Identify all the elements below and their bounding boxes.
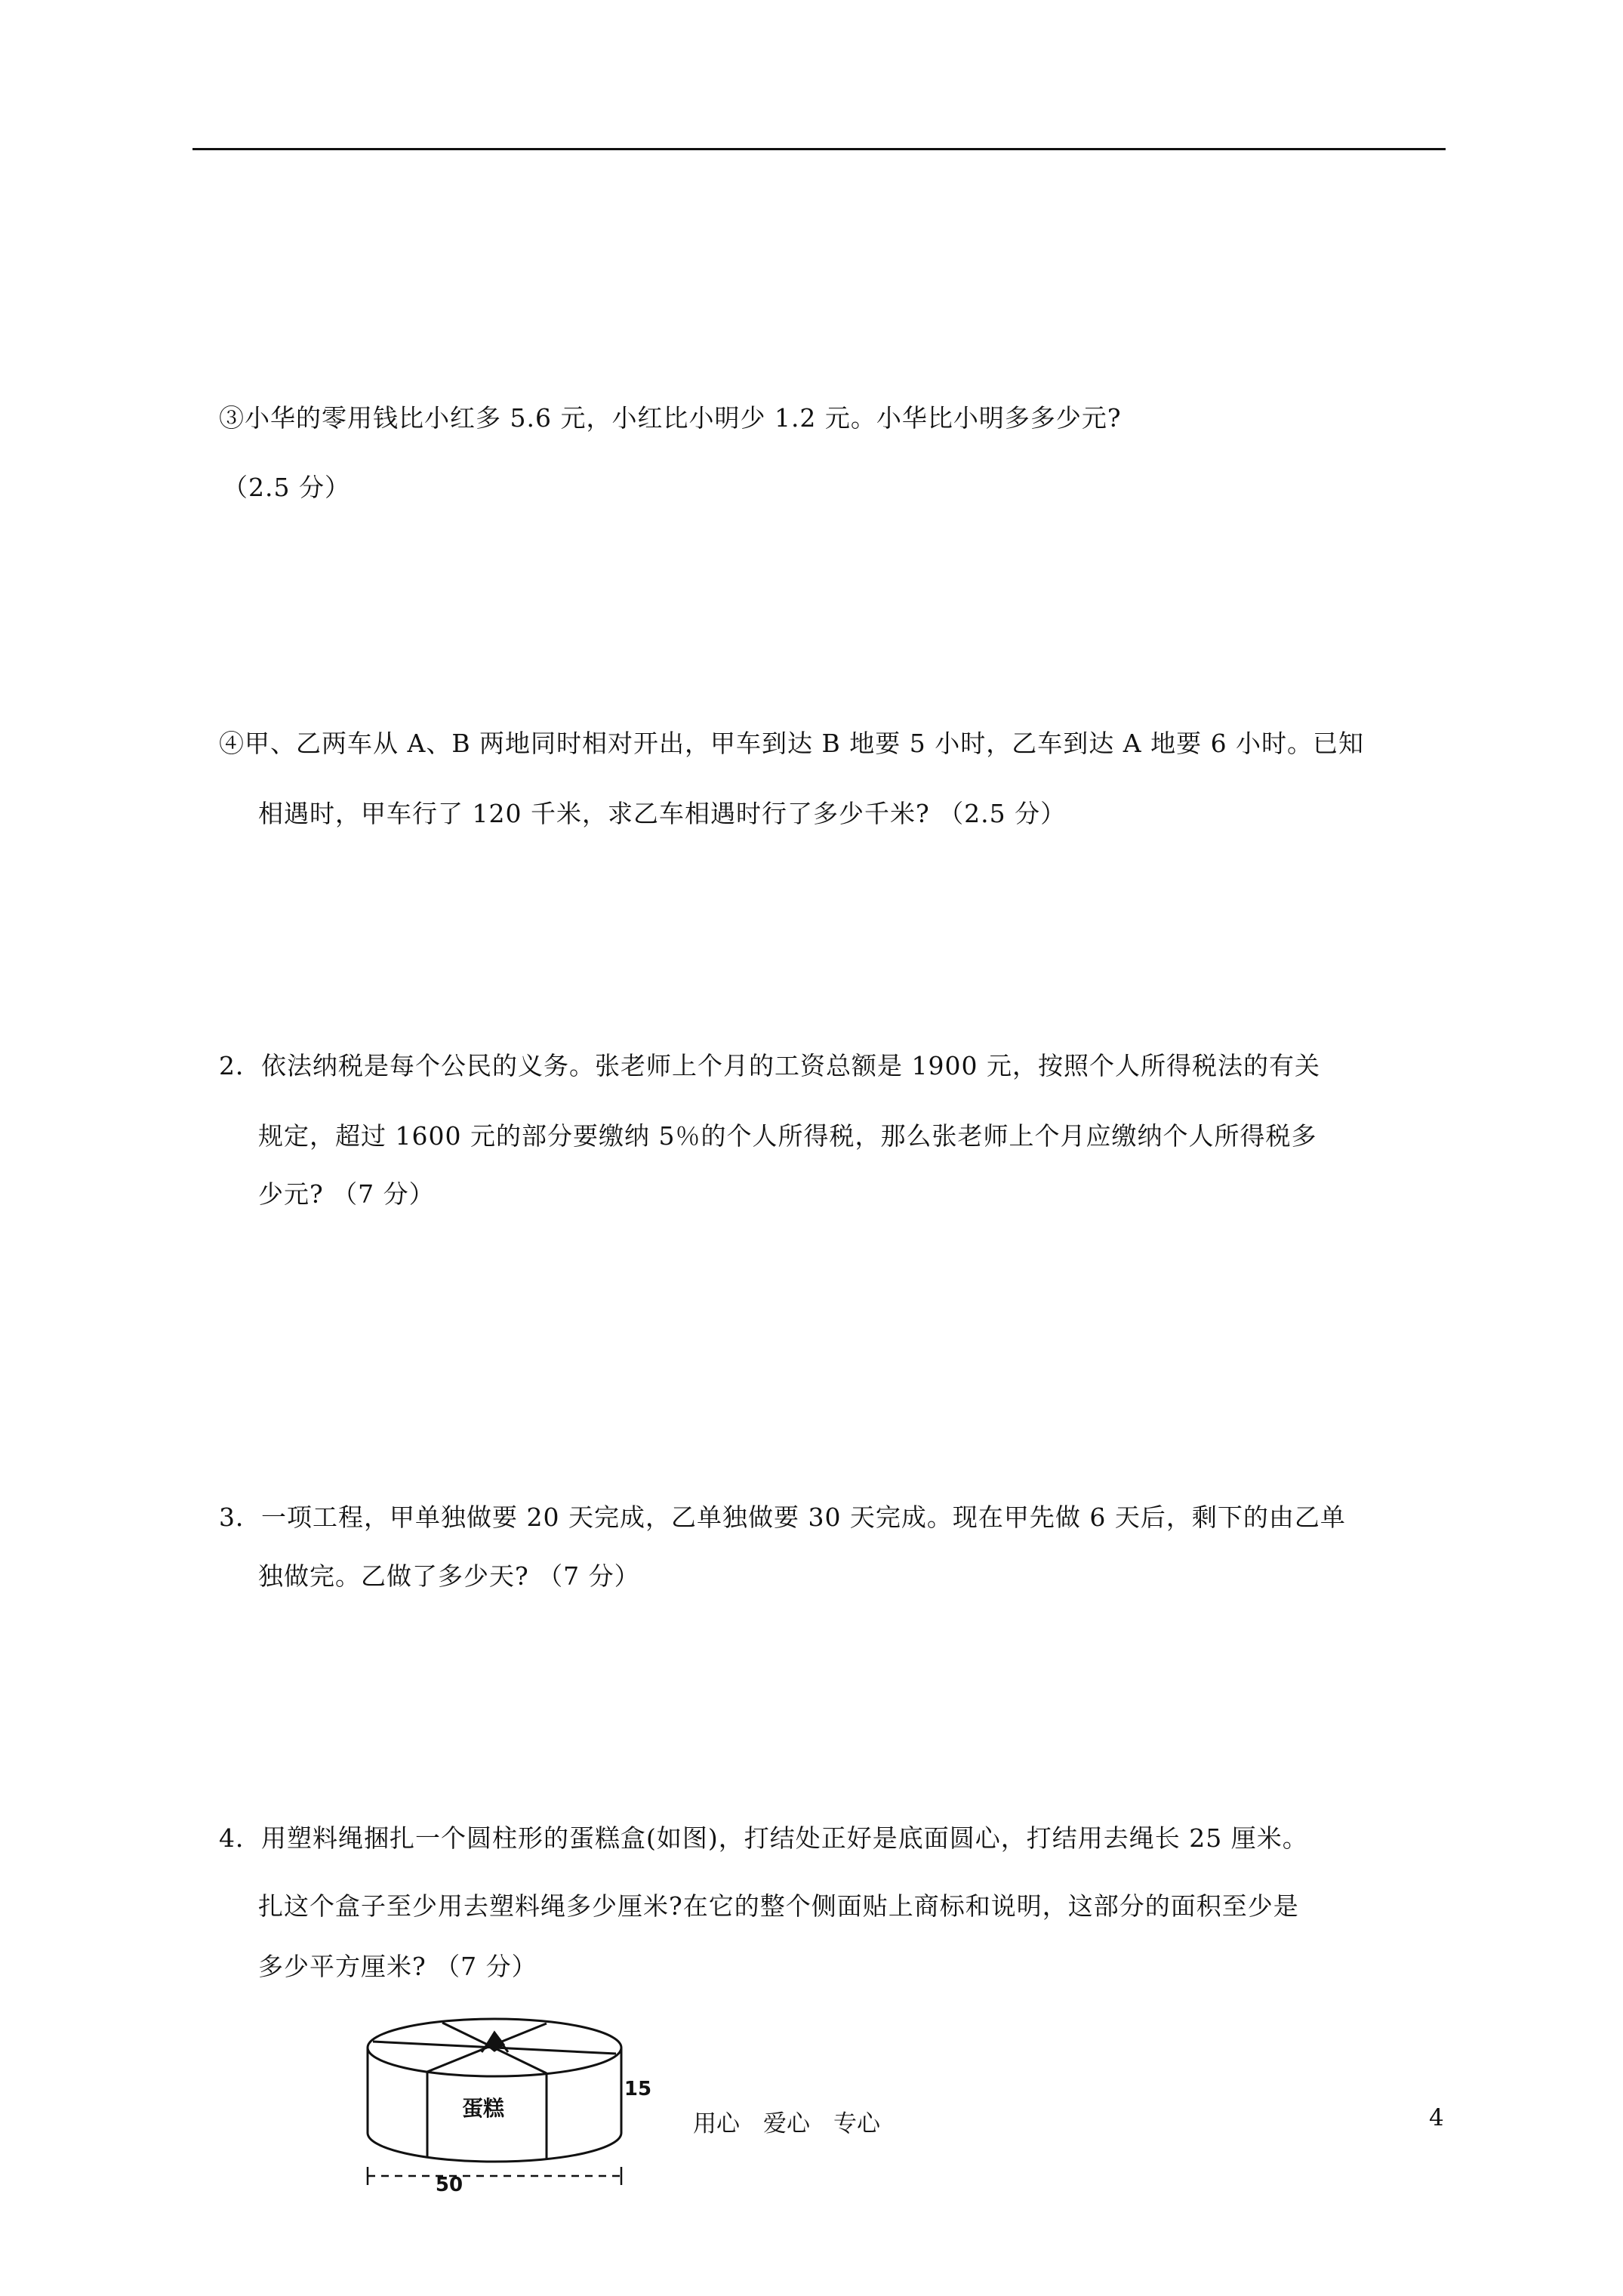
cake-box-figure: [362, 2016, 664, 2201]
question-4-line-1: 4．用塑料绳捆扎一个圆柱形的蛋糕盒(如图)，打结处正好是底面圆心，打结用去绳长 25 厘米。: [219, 1823, 1308, 1853]
height-label: 15: [624, 2078, 652, 2100]
question-3-line-1: 3．一项工程，甲单独做要 20 天完成，乙单独做要 30 天完成。现在甲先做 6 天后，剩下的由乙单: [219, 1502, 1346, 1532]
question-1-3-score: （2.5 分）: [223, 473, 350, 502]
footer-slogan: 用心 爱心 专心: [693, 2110, 880, 2137]
question-2-line-2: 规定，超过 1600 元的部分要缴纳 5％的个人所得税，那么张老师上个月应缴纳个人所得税多: [258, 1121, 1317, 1151]
question-1-4-line-1: ④甲、乙两车从 A、B 两地同时相对开出，甲车到达 B 地要 5 小时，乙车到达 A 地要 6 小时。已知: [219, 729, 1365, 758]
question-1-4-line-2: 相遇时，甲车行了 120 千米，求乙车相遇时行了多少千米? （2.5 分）: [258, 799, 1067, 828]
cake-bottom-arc: [368, 2133, 621, 2162]
question-1-3-line-1: ③小华的零用钱比小红多 5.6 元，小红比小明少 1.2 元。小华比小明多多少元?: [219, 403, 1122, 433]
question-3-line-2: 独做完。乙做了多少天? （7 分）: [258, 1561, 640, 1591]
diameter-label: 50: [435, 2174, 463, 2196]
question-4-line-3: 多少平方厘米? （7 分）: [258, 1952, 537, 1981]
header-rule: [192, 148, 1446, 150]
cake-label: 蛋糕: [461, 2096, 505, 2121]
question-4-line-2: 扎这个盒子至少用去塑料绳多少厘米?在它的整个侧面贴上商标和说明，这部分的面积至少是: [258, 1891, 1299, 1921]
question-2-line-3: 少元? （7 分）: [258, 1179, 435, 1209]
question-2-line-1: 2．依法纳税是每个公民的义务。张老师上个月的工资总额是 1900 元，按照个人所得税法的有关: [219, 1051, 1320, 1080]
page-number: 4: [1429, 2104, 1444, 2131]
